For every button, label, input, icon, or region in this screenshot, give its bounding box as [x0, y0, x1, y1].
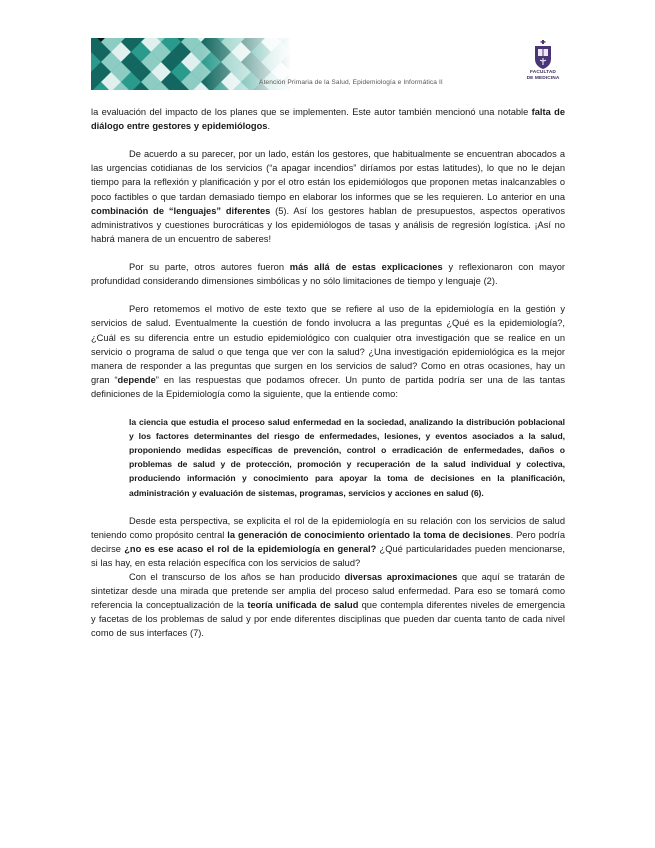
bold-text: diversas aproximaciones — [344, 572, 458, 583]
text-run: (5). Así los gestores hablan de presupuestos, aspectos operativos administrativos y cuestiones burocráticas y los epidemiólogos de tasas y análisis de regresión logística. ¡Así no habrá manera de un encuentro de saberes! — [91, 205, 565, 244]
header-title: Atención Primaria de la Salud, Epidemiología e Informática II — [259, 79, 443, 86]
paragraph-2 — [91, 147, 565, 246]
text-run: ” en las respuestas que podamos ofrecer. Un punto de partida podría ser una de las tantas definiciones de la Epidemiología como la siguiente, que la entiende como: — [91, 374, 565, 399]
text-run: . — [267, 121, 271, 132]
bold-text: más allá de estas explicaciones — [289, 262, 443, 273]
text-run: De acuerdo a su parecer, por un lado, están los gestores, que habitualmente se encuentran abocados a las urgencias cotidianas de los servicios (“a apagar incendios” diríamos por estas latitudes), lo que no le dejan tiempo para la reflexión y planificación y por el otro están los epidemiólogos que proponen metas inalcanzables o poco factibles o que tardan demasiado tiempo en elaborar los informes que se les requieren. Lo anterior en una — [91, 149, 565, 202]
paragraph-6 — [91, 570, 565, 640]
text-run: Con el transcurso de los años se han producido — [129, 572, 345, 583]
text-run: ¿Qué particularidades pueden mencionarse, si las hay, en esta relación específica con los servicios de salud? — [91, 543, 565, 568]
bold-text: falta de diálogo entre gestores y epidemiólogos — [91, 107, 566, 132]
bold-text: ¿no es ese acaso el rol de la epidemiología en general? — [124, 543, 377, 554]
bold-text: la generación de conocimiento orientado la toma de decisiones — [227, 529, 511, 540]
text-run: y reflexionaron con mayor profundidad considerando dimensiones simbólicas y no sólo limitaciones de tiempo y lenguaje (2). — [91, 262, 565, 287]
body-text — [91, 105, 565, 641]
bold-text: depende — [117, 374, 156, 385]
paragraph-4 — [91, 302, 565, 401]
crest-icon — [533, 40, 553, 70]
text-run: Desde esta perspectiva, se explicita el rol de la epidemiología en su relación con los servicios de salud teniendo como propósito central — [91, 515, 565, 540]
logo-text-line1: FACULTAD — [530, 70, 556, 75]
text-run: . Pero podría decirse — [91, 529, 566, 554]
text-run: Pero retomemos el motivo de este texto que se refiere al uso de la epidemiología en la gestión y servicios de salud. Eventualmente la cuestión de fondo involucra a las preguntas ¿Qué es la epidemiología?, ¿Cuál es su diferencia entre un estudio epidemiológico con cualquier otra investigación que se realice en un servicio o programa de salud o que tenga que ver con la salud? ¿Una investigación epidemiológica es la mejor manera de responder a las preguntas que surgen en los servicios de salud? Como en otras ocasiones, hay un gran “ — [91, 304, 565, 385]
text-run: Por su parte, otros autores fueron — [129, 262, 290, 273]
page-header — [91, 38, 573, 92]
bold-text: teoría unificada de salud — [247, 600, 359, 611]
text-run: que aquí se tratarán de sintetizar desde una mirada que pretende ser amplia del proceso salud enfermedad. Para eso se tomará como referencia la conceptualización de la — [91, 572, 565, 611]
logo-text-line2: DE MEDICINA — [526, 75, 560, 81]
bold-text: combinación de “lenguajes” diferentes — [91, 205, 271, 216]
paragraph-5 — [91, 514, 565, 570]
paragraph-3 — [91, 260, 565, 288]
bold-text: la ciencia que estudia el proceso salud enfermedad en la sociedad, analizando la distribución poblacional y los factores determinantes del riesgo de enfermedades, lesiones, y eventos asociados a la salud, proponiendo medidas específicas de prevención, control o erradicación de enfermedades, daños o problemas de salud y de protección, promoción y recuperación de la salud individual y colectiva, produciendo información y conocimiento para apoyar la toma de decisiones en la planificación, administración y evaluación de sistemas, programas, servicios y acciones en salud (6). — [129, 417, 565, 498]
faculty-logo — [513, 40, 573, 92]
text-run: que contempla diferentes niveles de emergencia y facetas de los problemas de salud y por ende diferentes disciplinas que pueden dar cuenta tanto de cada nivel como de sus interfaces (7). — [91, 600, 565, 639]
paragraph-1 — [91, 105, 565, 133]
text-run: la evaluación del impacto de los planes que se implementen. Este autor también mencionó una notable — [91, 107, 532, 117]
definition-quote — [129, 415, 565, 500]
